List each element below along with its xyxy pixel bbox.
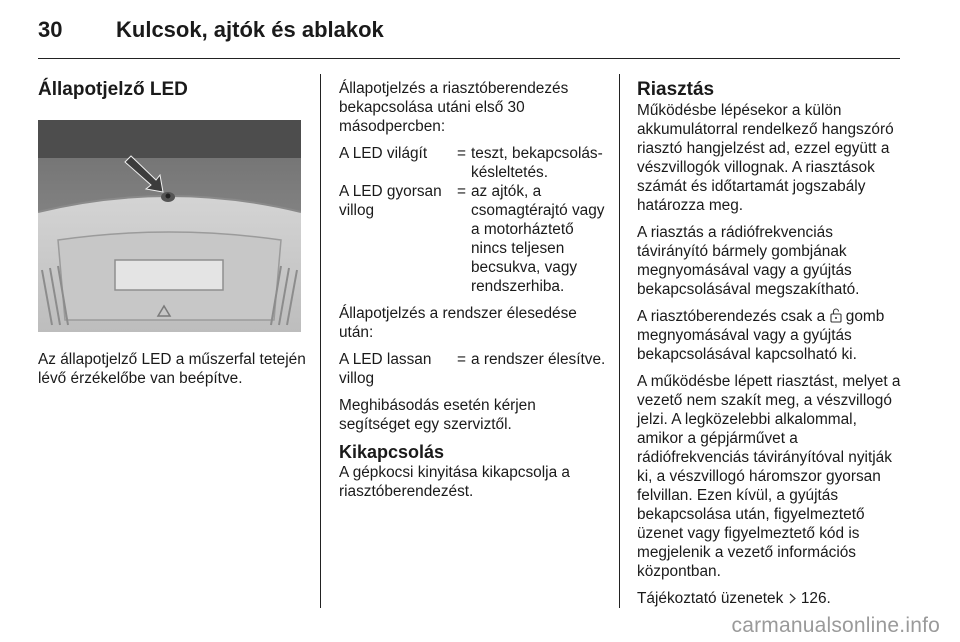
kikapcsolas-text: A gépkocsi kinyitása kikapcsolja a riasztóberendezést. [339,464,570,500]
table-definition: a rendszer élesítve. [471,351,606,368]
dashboard-led-photo [38,120,301,332]
table-equals: = [457,145,466,162]
fault-text: Meghibásodás esetén kérjen segítséget egy szerviztől. [339,397,536,433]
reference-text: Tájékoztató üzenetek [637,590,784,607]
cross-reference [637,589,905,608]
section-heading-kikapcsolas: Kikapcsolás [339,442,445,462]
table-equals: = [457,351,466,368]
unlock-key-icon [830,307,842,323]
middle-column [339,79,607,509]
table-term: A LED lassan villog [339,351,432,387]
alarm-paragraph-2: A riasztás a rádiófrekvenciás távirányító bármely gombjának megnyomásával vagy a gyújtás bekapcsolásával megszakítható. [637,224,860,298]
section-heading-riasztas: Riasztás [637,79,715,100]
status-table-armed [339,350,607,388]
right-column [637,79,905,616]
table-equals: = [457,183,466,200]
left-column [38,79,308,396]
table-definition: teszt, bekapcsolás-késleltetés. [471,145,603,181]
alarm-p3-before: A riasztóberendezés csak a [637,308,826,325]
running-title: Kulcsok, ajtók és ablakok [116,17,384,42]
page-reference-icon [788,592,797,605]
column-divider-right [619,74,620,608]
table-term: A LED világít [339,145,428,162]
led-caption: Az állapotjelző LED a műszerfal tetején lévő érzékelőbe van beépítve. [38,351,306,387]
status-intro: Állapotjelzés a riasztóberendezés bekapcsolása utáni első 30 másodpercben: [339,80,569,135]
status-table-initial [339,144,607,296]
table-definition: az ajtók, a csomagtérajtó vagy a motorháztető nincs teljesen becsukva, vagy rendszerhiba. [471,183,605,295]
alarm-paragraph-4: A működésbe lépett riasztást, melyet a vezető nem szakít meg, a vészvillogó jelzi. A legközelebbi alkalommal, amikor a gépjárművet a rádiófrekvenciás távirányítóval nyitják ki, a vészvillogó háromszor gyorsan felvillan. Ezen kívül, a gyújtás bekapcsolása után, figyelmeztető üzenet vagy figyelmeztető kód is megjelenik a vezető információs központban. [637,373,901,580]
alarm-p3-after: gomb megnyomásával vagy a gyújtás bekapcsolásával kapcsolható ki. [637,308,885,363]
alarm-paragraph-1: Működésbe lépésekor a külön akkumulátorral rendelkező hangszóró riasztó hangjelzést ad, ezzel együtt a vészvillogók villognak. A riasztások számát és időtartamát jogszabály határozza meg. [637,102,894,214]
alarm-paragraph-3 [637,307,905,364]
armed-intro: Állapotjelzés a rendszer élesedése után: [339,305,577,341]
watermark: carmanualsonline.info [731,614,940,637]
header-rule [38,58,900,59]
reference-page: 126. [800,590,831,607]
column-divider-left [320,74,321,608]
table-term: A LED gyorsan villog [339,183,442,219]
page-number: 30 [38,17,63,42]
section-heading-led: Állapotjelző LED [38,79,188,100]
